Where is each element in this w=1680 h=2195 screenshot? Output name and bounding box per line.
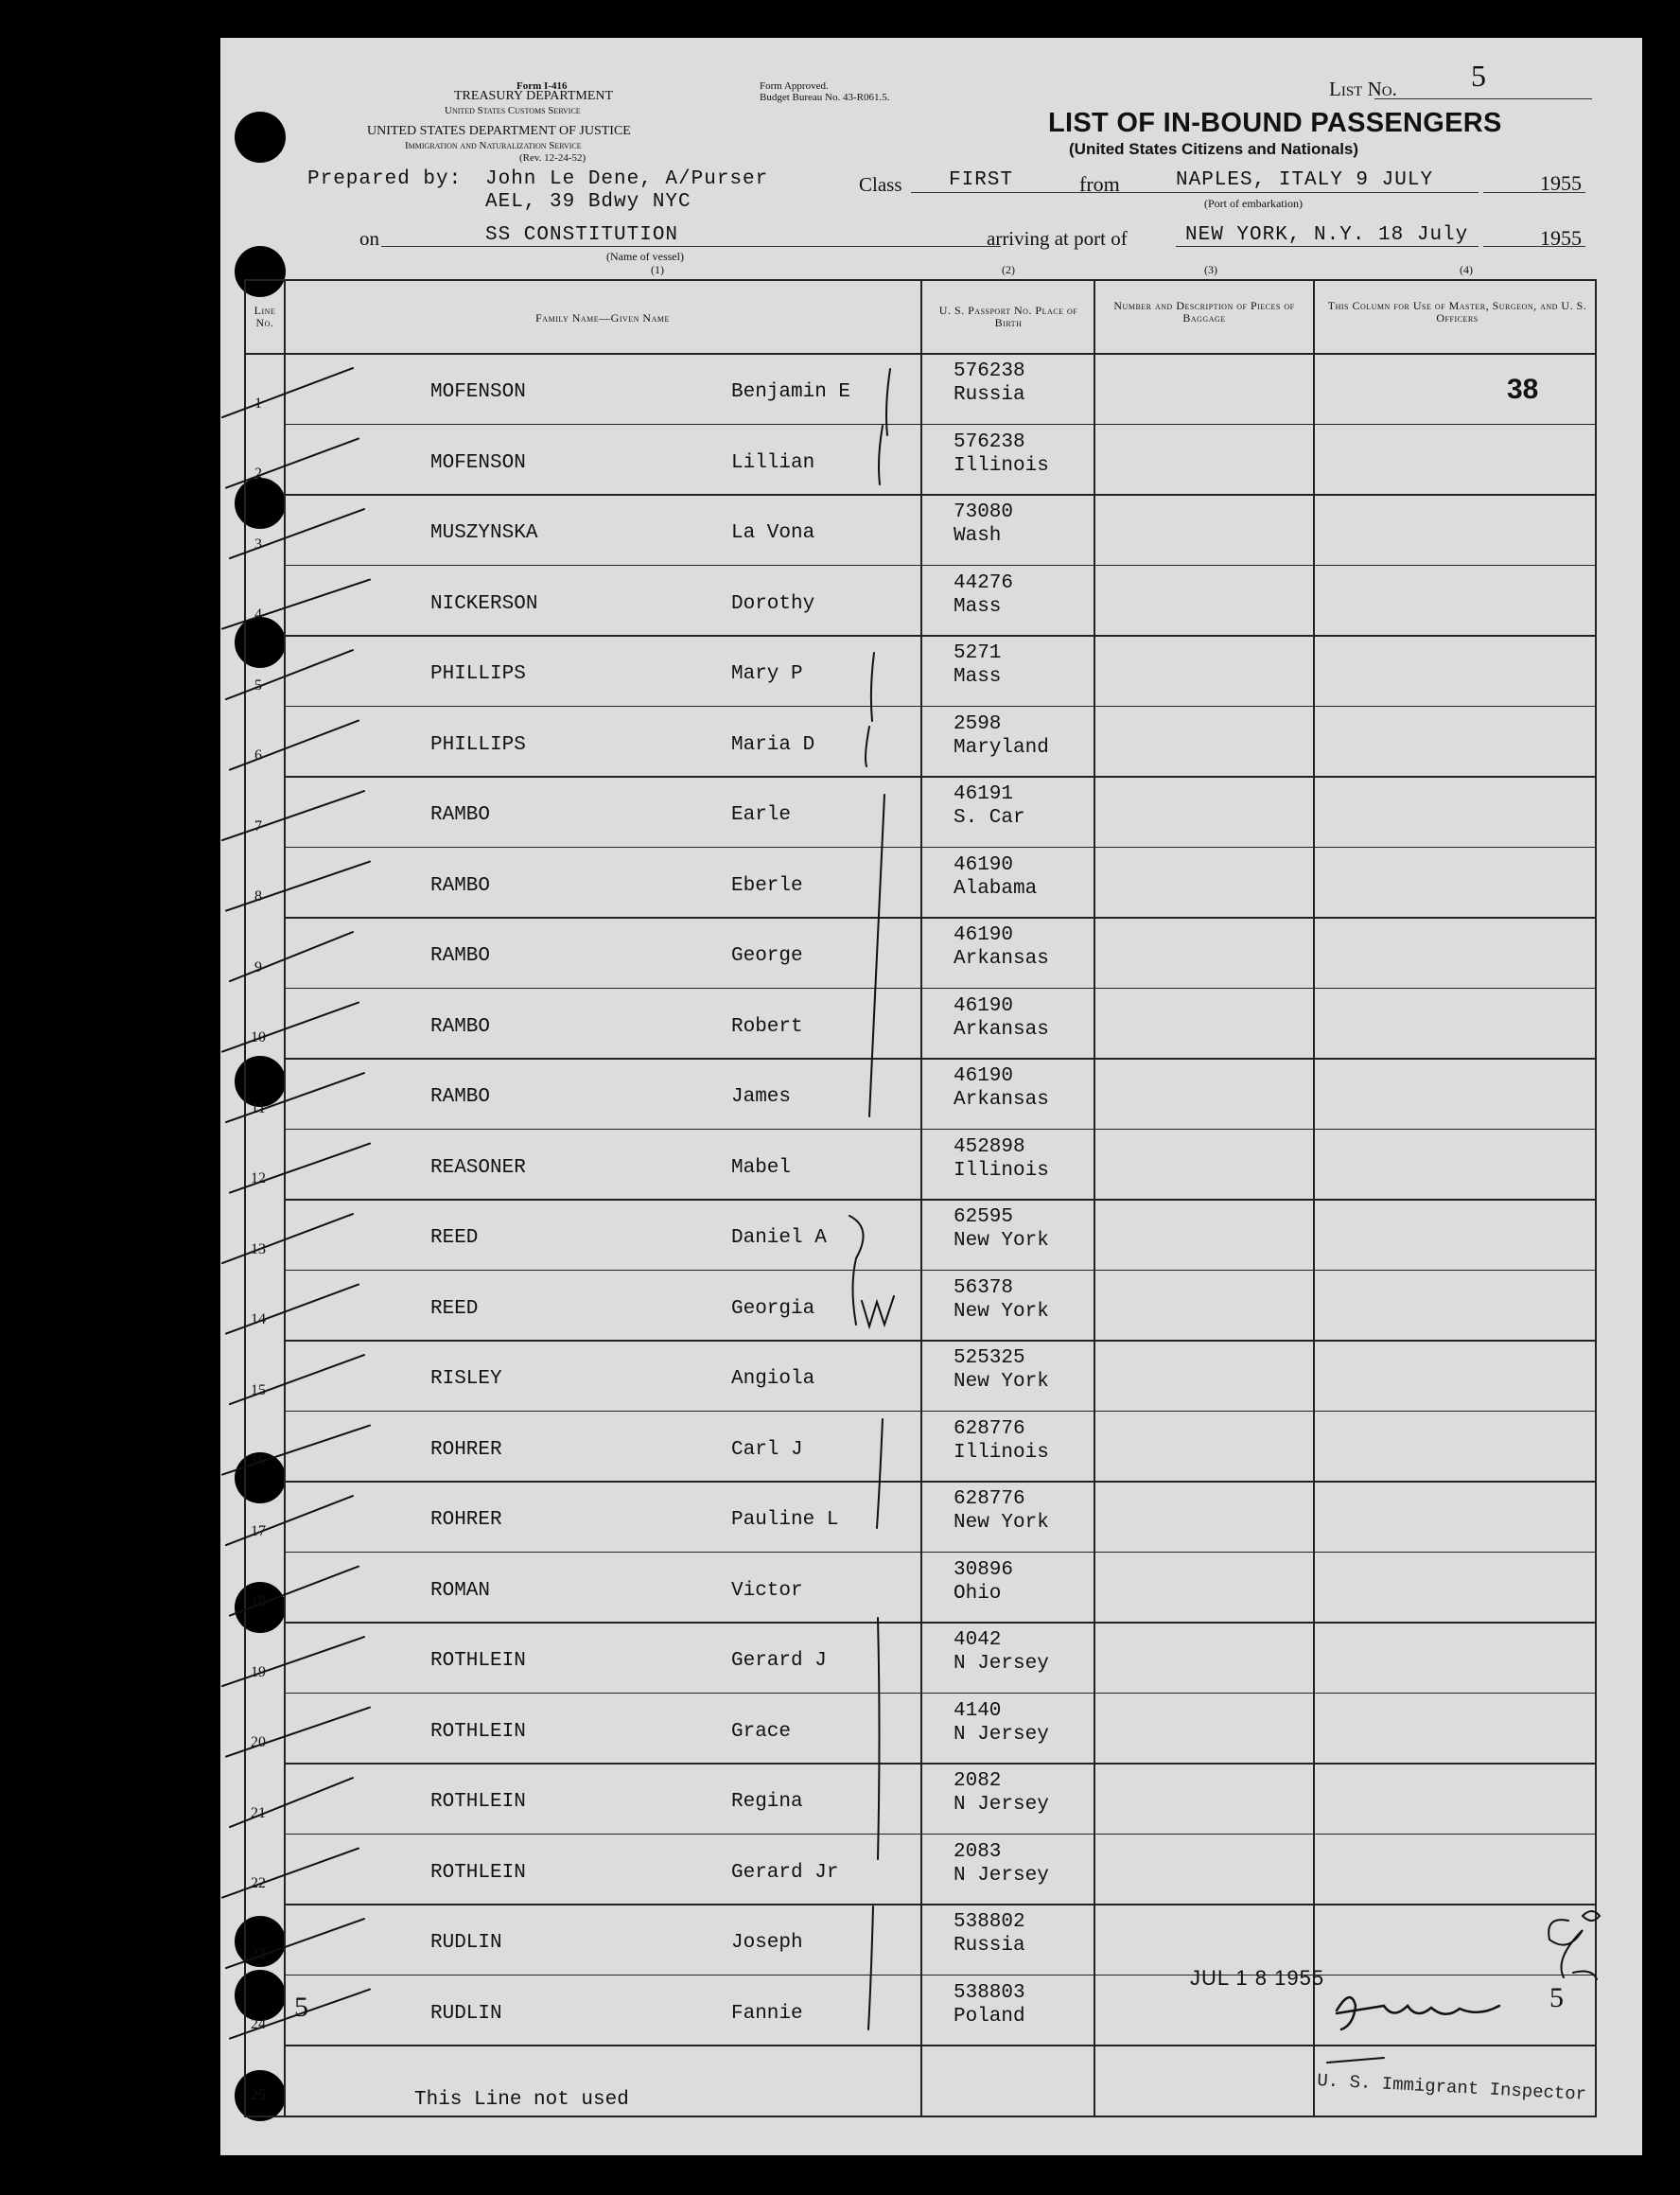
passport-number: 2082 — [954, 1770, 1002, 1792]
line-number: 13 — [251, 1240, 266, 1257]
passport-number: 46190 — [954, 994, 1014, 1017]
arrival-port: NEW YORK, N.Y. 18 July — [1185, 224, 1469, 246]
family-name: ROTHLEIN — [430, 1650, 526, 1672]
check-tick — [226, 1073, 364, 1122]
passport-number: 30896 — [954, 1558, 1014, 1581]
customs-service: United States Customs Service — [445, 105, 581, 116]
family-name: RUDLIN — [430, 1932, 502, 1954]
place-of-birth: Illinois — [954, 454, 1049, 477]
family-name: PHILLIPS — [430, 733, 526, 756]
passport-number: 2598 — [954, 712, 1002, 735]
check-tick — [222, 791, 364, 840]
line-number: 3 — [254, 536, 262, 553]
passport-number: 4140 — [954, 1699, 1002, 1722]
check-tick — [230, 1778, 353, 1827]
header-passport: U. S. Passport No. Place of Birth — [938, 304, 1078, 329]
given-name: Robert — [731, 1015, 803, 1038]
family-name: REED — [430, 1297, 479, 1320]
form-number: Form I-416 — [516, 80, 568, 92]
from-value: NAPLES, ITALY 9 JULY — [1176, 169, 1434, 191]
line-number: 19 — [251, 1663, 266, 1680]
from-label: from — [1079, 172, 1120, 196]
given-name: Fannie — [731, 2002, 803, 2025]
header-baggage: Number and Description of Pieces of Baggage — [1113, 299, 1295, 325]
family-name: RAMBO — [430, 874, 491, 897]
place-of-birth: Russia — [954, 1935, 1025, 1957]
passport-number: 46190 — [954, 1065, 1014, 1087]
check-tick — [230, 509, 364, 558]
place-of-birth: N Jersey — [954, 1723, 1049, 1746]
family-name: REASONER — [430, 1156, 526, 1179]
vessel-name: SS CONSTITUTION — [485, 224, 679, 246]
family-name: ROHRER — [430, 1438, 502, 1461]
passport-number: 628776 — [954, 1488, 1025, 1510]
line-number: 2 — [254, 465, 262, 482]
line-number: 1 — [254, 395, 262, 412]
check-tick — [222, 368, 353, 417]
place-of-birth: Arkansas — [954, 948, 1049, 970]
check-tick — [226, 1496, 353, 1545]
check-tick — [230, 932, 353, 981]
check-tick — [230, 721, 359, 770]
place-of-birth: N Jersey — [954, 1653, 1049, 1675]
passport-number: 56378 — [954, 1276, 1014, 1299]
place-of-birth: Illinois — [954, 1441, 1049, 1464]
place-of-birth: N Jersey — [954, 1864, 1049, 1887]
check-tick — [230, 1355, 364, 1404]
place-of-birth: New York — [954, 1230, 1049, 1252]
place-of-birth: Alabama — [954, 877, 1038, 900]
line-number: 14 — [251, 1311, 266, 1327]
place-of-birth: Wash — [954, 525, 1002, 547]
family-name: RUDLIN — [430, 2002, 502, 2025]
check-tick — [222, 1849, 359, 1898]
check-tick — [222, 1003, 359, 1052]
given-name: Regina — [731, 1791, 803, 1813]
line-number: 11 — [251, 1099, 266, 1116]
prepared-by-name: John Le Dene, A/Purser — [485, 168, 769, 190]
list-no-label: List No. — [1329, 78, 1397, 100]
signature-list-number: 5 — [1549, 1982, 1564, 2013]
line-number: 17 — [251, 1522, 266, 1539]
place-of-birth: S. Car — [954, 807, 1025, 829]
col-number-1: (1) — [651, 263, 664, 276]
passport-number: 576238 — [954, 360, 1025, 382]
given-name: Pauline L — [731, 1509, 839, 1531]
family-name: MOFENSON — [430, 381, 526, 403]
place-of-birth: New York — [954, 1371, 1049, 1393]
place-of-birth: Maryland — [954, 736, 1049, 759]
passport-number: 62595 — [954, 1206, 1014, 1228]
class-value: FIRST — [949, 169, 1014, 191]
given-name: La Vona — [731, 522, 815, 544]
place-of-birth: New York — [954, 1300, 1049, 1323]
family-name: This Line not used — [414, 2088, 629, 2111]
year-1: 1955 — [1540, 171, 1582, 195]
passport-number: 46190 — [954, 853, 1014, 876]
place-of-birth: Mass — [954, 666, 1002, 688]
header-name: Family Name—Given Name — [535, 311, 670, 325]
given-name: Benjamin E — [731, 381, 851, 403]
family-name: MOFENSON — [430, 451, 526, 474]
check-tick — [226, 439, 359, 488]
place-of-birth: Mass — [954, 595, 1002, 618]
given-name: Georgia — [731, 1297, 815, 1320]
manifest-page — [220, 38, 1642, 2155]
place-of-birth: N Jersey — [954, 1794, 1049, 1816]
check-tick — [222, 1426, 370, 1475]
prepared-by-label: Prepared by: — [307, 168, 463, 190]
line-number: 15 — [251, 1381, 266, 1398]
line-number: 20 — [251, 1734, 266, 1750]
form-subtitle: (United States Citizens and Nationals) — [1069, 140, 1359, 158]
justice-dept: UNITED STATES DEPARTMENT OF JUSTICE — [367, 124, 631, 138]
check-tick — [230, 1144, 370, 1193]
given-name: Gerard J — [731, 1650, 827, 1672]
given-name: Angiola — [731, 1368, 815, 1390]
passport-number: 46191 — [954, 783, 1014, 805]
on-label: on — [359, 227, 379, 250]
treasury-dept: TREASURY DEPARTMENT — [454, 89, 614, 103]
line-number: 10 — [251, 1029, 266, 1045]
family-name: ROTHLEIN — [430, 1791, 526, 1813]
passport-number: 5271 — [954, 642, 1002, 664]
family-name: RAMBO — [430, 804, 491, 826]
passport-number: 73080 — [954, 501, 1014, 523]
family-name: REED — [430, 1227, 479, 1249]
check-tick — [226, 1708, 370, 1757]
form-title: LIST OF IN-BOUND PASSENGERS — [1048, 108, 1502, 138]
inspector-caption: U. S. Immigrant Inspector — [1316, 2070, 1587, 2105]
list-no-value: 5 — [1471, 59, 1486, 93]
given-name: Mabel — [731, 1156, 792, 1179]
place-of-birth: Ohio — [954, 1582, 1002, 1605]
place-of-birth: Poland — [954, 2005, 1025, 2028]
given-name: Mary P — [731, 663, 803, 685]
header-officers: This Column for Use of Master, Surgeon, and U. S. Officers — [1327, 299, 1587, 325]
place-of-birth: New York — [954, 1512, 1049, 1534]
form-revision: (Rev. 12-24-52) — [519, 152, 586, 164]
family-name: RISLEY — [430, 1368, 502, 1390]
line-number: 21 — [251, 1804, 266, 1821]
passport-number: 538803 — [954, 1981, 1025, 2004]
place-of-birth: Russia — [954, 384, 1025, 406]
line-number: 25 — [251, 2086, 266, 2103]
ins-service: Immigration and Naturalization Service — [405, 140, 582, 151]
family-name: ROHRER — [430, 1509, 502, 1531]
family-name: RAMBO — [430, 1086, 491, 1108]
given-name: Victor — [731, 1579, 803, 1602]
passport-number: 628776 — [954, 1417, 1025, 1440]
passenger-count: 38 — [1507, 374, 1539, 405]
port-embarkation-caption: (Port of embarkation) — [1204, 197, 1303, 210]
given-name: Lillian — [731, 451, 815, 474]
given-name: Earle — [731, 804, 792, 826]
col-number-3: (3) — [1204, 263, 1217, 276]
line-number: 12 — [251, 1170, 266, 1186]
col-number-4: (4) — [1460, 263, 1473, 276]
form-approved: Form Approved. — [760, 80, 829, 92]
given-name: Joseph — [731, 1932, 803, 1954]
handwritten-marks — [220, 38, 1642, 2155]
passport-number: 4042 — [954, 1629, 1002, 1651]
check-tick — [222, 1214, 353, 1263]
check-tick — [222, 580, 370, 629]
budget-bureau: Budget Bureau No. 43-R061.5. — [760, 92, 890, 103]
given-name: Gerard Jr — [731, 1861, 839, 1884]
family-name: ROMAN — [430, 1579, 491, 1602]
line-number: 5 — [254, 676, 262, 694]
given-name: Grace — [731, 1720, 792, 1743]
family-name: RAMBO — [430, 945, 491, 967]
given-name: George — [731, 945, 803, 967]
passport-number: 44276 — [954, 571, 1014, 594]
family-name: ROTHLEIN — [430, 1861, 526, 1884]
check-tick — [226, 650, 353, 699]
passport-number: 576238 — [954, 430, 1025, 453]
line-number: 24 — [251, 2016, 266, 2032]
check-tick — [226, 862, 370, 911]
place-of-birth: Arkansas — [954, 1089, 1049, 1111]
year-2: 1955 — [1540, 226, 1582, 250]
line-number: 22 — [251, 1875, 266, 1891]
class-label: Class — [859, 173, 902, 196]
family-name: ROTHLEIN — [430, 1720, 526, 1743]
given-name: Eberle — [731, 874, 803, 897]
passport-number: 2083 — [954, 1840, 1002, 1863]
line-number: 6 — [254, 747, 262, 764]
margin-list-number: 5 — [294, 1992, 308, 2023]
arriving-label: arriving at port of — [987, 227, 1128, 250]
line-number: 8 — [254, 888, 262, 904]
arrival-stamp-date: JUL 1 8 1955 — [1190, 1966, 1325, 1990]
check-tick — [226, 1919, 364, 1968]
check-tick — [230, 1567, 359, 1616]
line-number: 7 — [254, 817, 262, 834]
given-name: Daniel A — [731, 1227, 827, 1249]
header-line-no: Line No. — [254, 304, 276, 329]
given-name: James — [731, 1086, 792, 1108]
passport-number: 525325 — [954, 1347, 1025, 1369]
line-number: 9 — [254, 958, 262, 975]
given-name: Carl J — [731, 1438, 803, 1461]
line-number: 16 — [251, 1452, 266, 1468]
family-name: PHILLIPS — [430, 663, 526, 685]
given-name: Maria D — [731, 733, 815, 756]
check-tick — [222, 1637, 364, 1686]
given-name: Dorothy — [731, 592, 815, 615]
place-of-birth: Arkansas — [954, 1018, 1049, 1041]
line-number: 4 — [254, 606, 262, 623]
prepared-by-address: AEL, 39 Bdwy NYC — [485, 191, 691, 213]
passport-number: 46190 — [954, 924, 1014, 946]
place-of-birth: Illinois — [954, 1159, 1049, 1182]
col-number-2: (2) — [1002, 263, 1015, 276]
family-name: RAMBO — [430, 1015, 491, 1038]
line-number: 23 — [251, 1945, 266, 1962]
family-name: MUSZYNSKA — [430, 522, 538, 544]
vessel-caption: (Name of vessel) — [606, 250, 684, 263]
line-number: 18 — [251, 1593, 266, 1609]
check-tick — [226, 1285, 359, 1334]
passport-number: 538802 — [954, 1911, 1025, 1933]
family-name: NICKERSON — [430, 592, 538, 615]
check-tick — [230, 1990, 370, 2039]
passport-number: 452898 — [954, 1135, 1025, 1158]
